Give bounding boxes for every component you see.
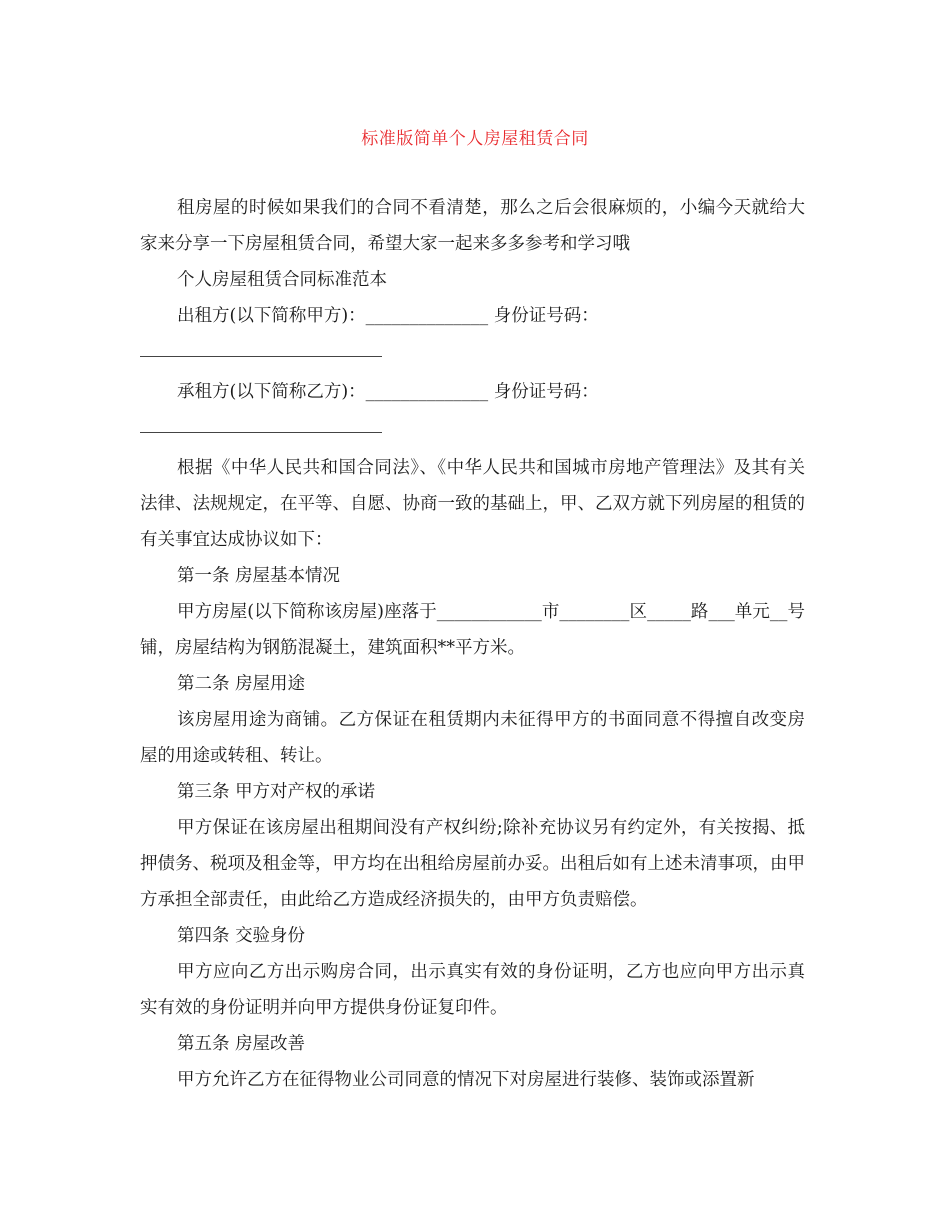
lessee-id-blank: [140, 410, 805, 446]
article-1-body: 甲方房屋(以下简称该房屋)座落于____________市________区_____路___单元__号铺，房屋结构为钢筋混凝土，建筑面积**平方米。: [140, 602, 805, 658]
article-4-title: 第四条 交验身份: [177, 926, 306, 946]
lessee-line: 承租方(以下简称乙方)：______________ 身份证号码：: [177, 382, 599, 402]
lessor-line: 出租方(以下简称甲方)：______________ 身份证号码：: [177, 306, 599, 326]
article-1-title: 第一条 房屋基本情况: [177, 566, 341, 586]
lessor-id-blank: [140, 334, 805, 370]
article-5-title: 第五条 房屋改善: [177, 1034, 306, 1054]
lessee-id-underline: [140, 418, 382, 433]
subtitle-paragraph: 个人房屋租赁合同标准范本: [177, 270, 387, 290]
article-3-body: 甲方保证在该房屋出租期间没有产权纠纷;除补充协议另有约定外，有关按揭、抵押债务、税项及租金等，甲方均在出租给房屋前办妥。出租后如有上述未清事项，由甲方承担全部责任，由此给乙方造成经济损失的，由甲方负责赔偿。: [140, 818, 805, 910]
article-4-body: 甲方应向乙方出示购房合同，出示真实有效的身份证明，乙方也应向甲方出示真实有效的身份证明并向甲方提供身份证复印件。: [140, 962, 805, 1018]
basis-paragraph: 根据《中华人民共和国合同法》、《中华人民共和国城市房地产管理法》及其有关法律、法规规定，在平等、自愿、协商一致的基础上，甲、乙双方就下列房屋的租赁的有关事宜达成协议如下：: [140, 458, 805, 550]
lessor-id-underline: [140, 342, 382, 357]
document-body: [140, 190, 805, 1098]
article-3-title: 第三条 甲方对产权的承诺: [177, 782, 376, 802]
document-title: 标准版简单个人房屋租赁合同: [361, 129, 589, 149]
intro-paragraph: 租房屋的时候如果我们的合同不看清楚，那么之后会很麻烦的，小编今天就给大家来分享一下房屋租赁合同，希望大家一起来多多参考和学习哦: [140, 198, 805, 254]
article-5-body: 甲方允许乙方在征得物业公司同意的情况下对房屋进行装修、装饰或添置新: [177, 1070, 755, 1090]
article-2-body: 该房屋用途为商铺。乙方保证在租赁期内未征得甲方的书面同意不得擅自改变房屋的用途或转租、转让。: [140, 710, 805, 766]
article-2-title: 第二条 房屋用途: [177, 674, 306, 694]
